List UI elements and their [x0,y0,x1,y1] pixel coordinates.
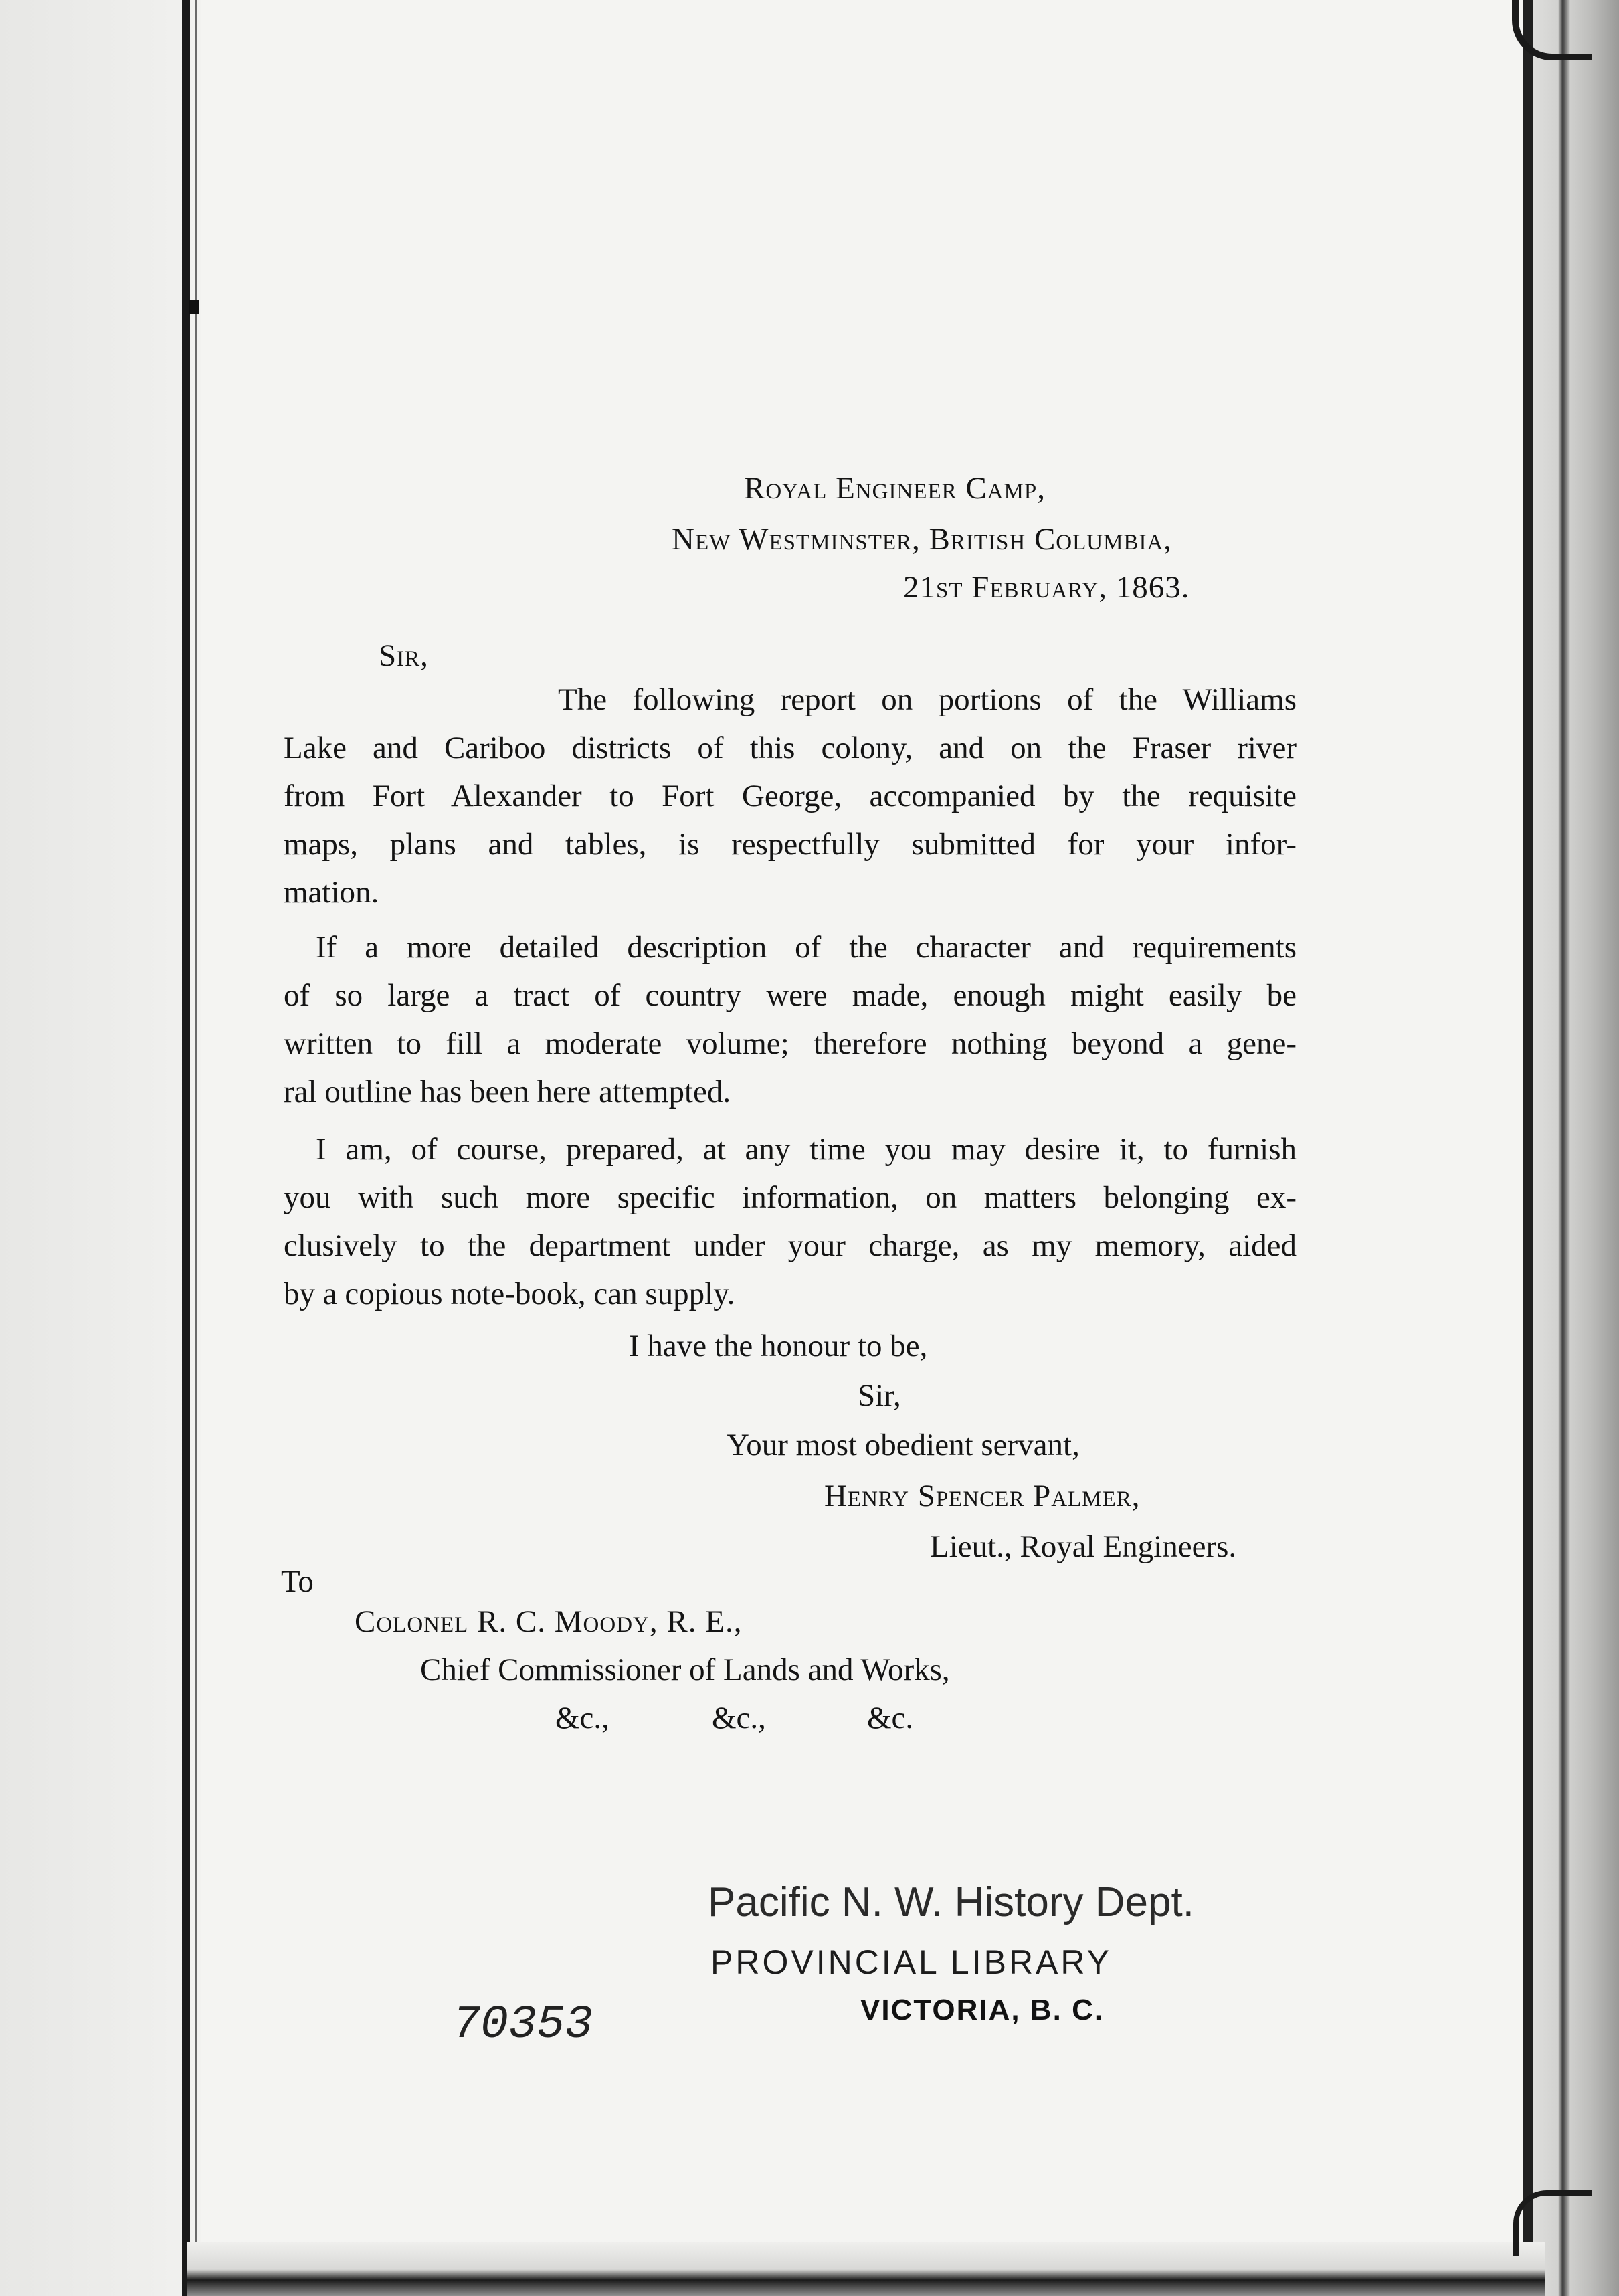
page-bottom-edge [187,2242,1545,2296]
recipient-to: To [281,1564,314,1599]
closing-line-1: I have the honour to be, [629,1329,928,1363]
signature: Henry Spencer Palmer, [824,1478,1141,1513]
scan-left-margin [0,0,201,2296]
paragraph-line: Lake and Cariboo districts of this colony, and on the Fraser river [284,731,1297,765]
paragraph-line: If a more detailed description of the character and requirements [316,930,1297,965]
paragraph-line: ral outline has been here attempted. [284,1074,731,1109]
paragraph-line: I am, of course, prepared, at any time you may desire it, to furnish [316,1132,1297,1167]
paragraph-line: clusively to the department under your charge, as my memory, aided [284,1228,1297,1263]
closing-line-2: Sir, [858,1378,901,1413]
paragraph-line: of so large a tract of country were made, enough might easily be [284,978,1297,1013]
binding-edge [182,0,190,2296]
paragraph-line: you with such more specific information, on matters belonging ex- [284,1180,1297,1215]
recipient-etc: &c. [867,1701,914,1735]
paragraph-line: written to fill a moderate volume; therefore nothing beyond a gene- [284,1026,1297,1061]
recipient-name: Colonel R. C. Moody, R. E., [355,1604,743,1639]
signatory-rank: Lieut., Royal Engineers. [930,1529,1237,1564]
letter-date: 21st February, 1863. [903,570,1190,605]
stamp-line-3: VICTORIA, B. C. [860,1994,1105,2026]
paragraph-line: mation. [284,875,379,910]
page-corner-bottom-right [1513,2190,1592,2256]
recipient-etc: &c., [555,1701,609,1735]
stamp-line-2: PROVINCIAL LIBRARY [710,1943,1112,1981]
address-line-2: New Westminster, British Columbia, [672,522,1173,557]
recipient-etc: &c., [712,1701,766,1735]
address-line-1: Royal Engineer Camp, [744,471,1046,506]
salutation: Sir, [379,638,429,673]
accession-number: 70353 [452,1999,593,2052]
paragraph-line: The following report on portions of the Williams [558,682,1297,717]
binding-mark [189,300,199,314]
paragraph-line: maps, plans and tables, is respectfully submitted for your infor- [284,827,1297,862]
stamp-line-1: Pacific N. W. History Dept. [708,1879,1194,1925]
closing-line-3: Your most obedient servant, [727,1428,1080,1462]
recipient-title: Chief Commissioner of Lands and Works, [420,1652,950,1687]
paragraph-line: from Fort Alexander to Fort George, accompanied by the requisite [284,779,1297,814]
paragraph-line: by a copious note-book, can supply. [284,1276,735,1311]
page-right-edge [1525,0,1619,2296]
binding-edge-inner [195,0,197,2296]
page-right-edge-line [1523,0,1533,2296]
